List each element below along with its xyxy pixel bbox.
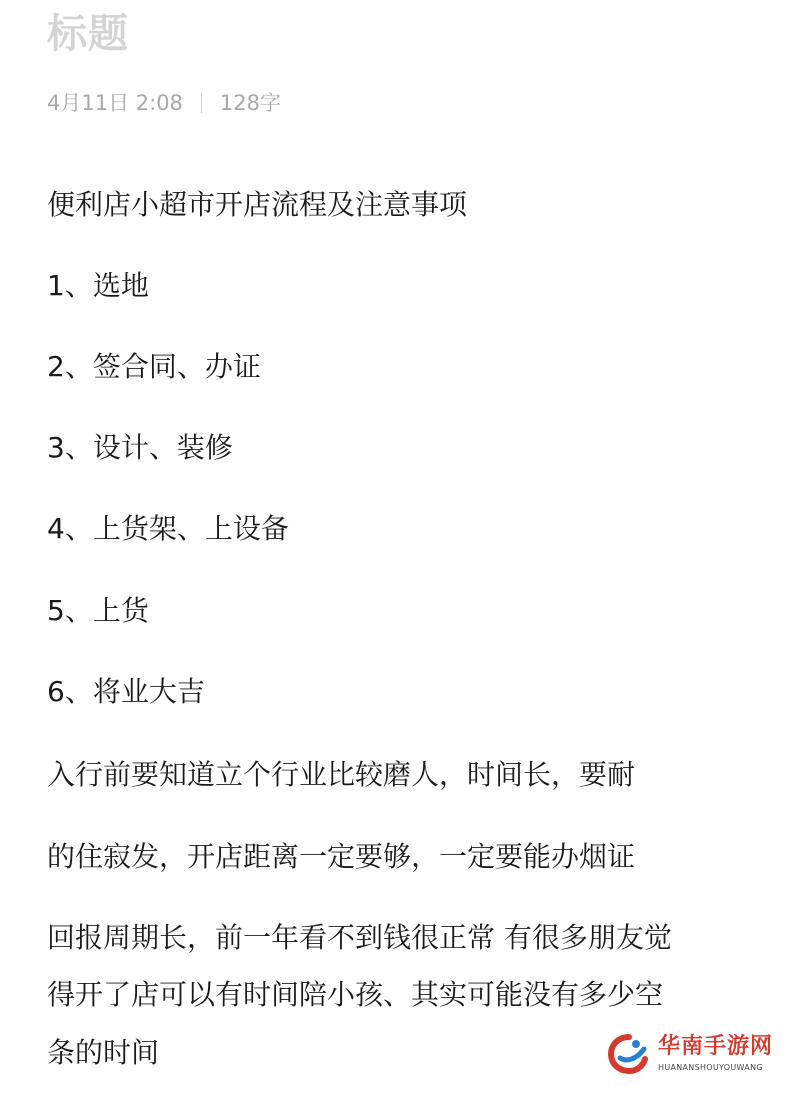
meta-divider — [201, 93, 202, 113]
note-line[interactable]: 6、将业大吉 — [47, 675, 205, 708]
watermark-name: 华南手游网 — [658, 1034, 774, 1059]
note-line[interactable]: 1、选地 — [47, 269, 149, 302]
huanan-logo-icon — [606, 1031, 652, 1077]
note-meta — [47, 88, 281, 118]
note-title[interactable]: 标题 — [47, 11, 129, 57]
note-date: 4月11日 2:08 — [47, 91, 183, 115]
note-line[interactable]: 条的时间 — [47, 1036, 160, 1069]
watermark — [606, 1021, 782, 1087]
note-line[interactable]: 4、上货架、上设备 — [47, 512, 289, 545]
note-line[interactable]: 2、签合同、办证 — [47, 350, 261, 383]
note-word-count: 128字 — [219, 91, 282, 115]
watermark-domain: HUANANSHOUYOUWANG — [658, 1063, 763, 1072]
note-line[interactable]: 得开了店可以有时间陪小孩、其实可能没有多少空 — [47, 978, 664, 1011]
note-line[interactable]: 入行前要知道立个行业比较磨人，时间长，要耐 — [47, 758, 636, 791]
note-line-heading[interactable]: 便利店小超市开店流程及注意事项 — [47, 188, 468, 221]
note-line[interactable]: 5、上货 — [47, 594, 149, 627]
watermark-text — [658, 1036, 773, 1072]
note-line[interactable]: 的住寂发，开店距离一定要够，一定要能办烟证 — [47, 840, 636, 873]
note-line[interactable]: 回报周期长，前一年看不到钱很正常 有很多朋友觉 — [47, 921, 672, 954]
note-line[interactable]: 3、设计、装修 — [47, 431, 233, 464]
